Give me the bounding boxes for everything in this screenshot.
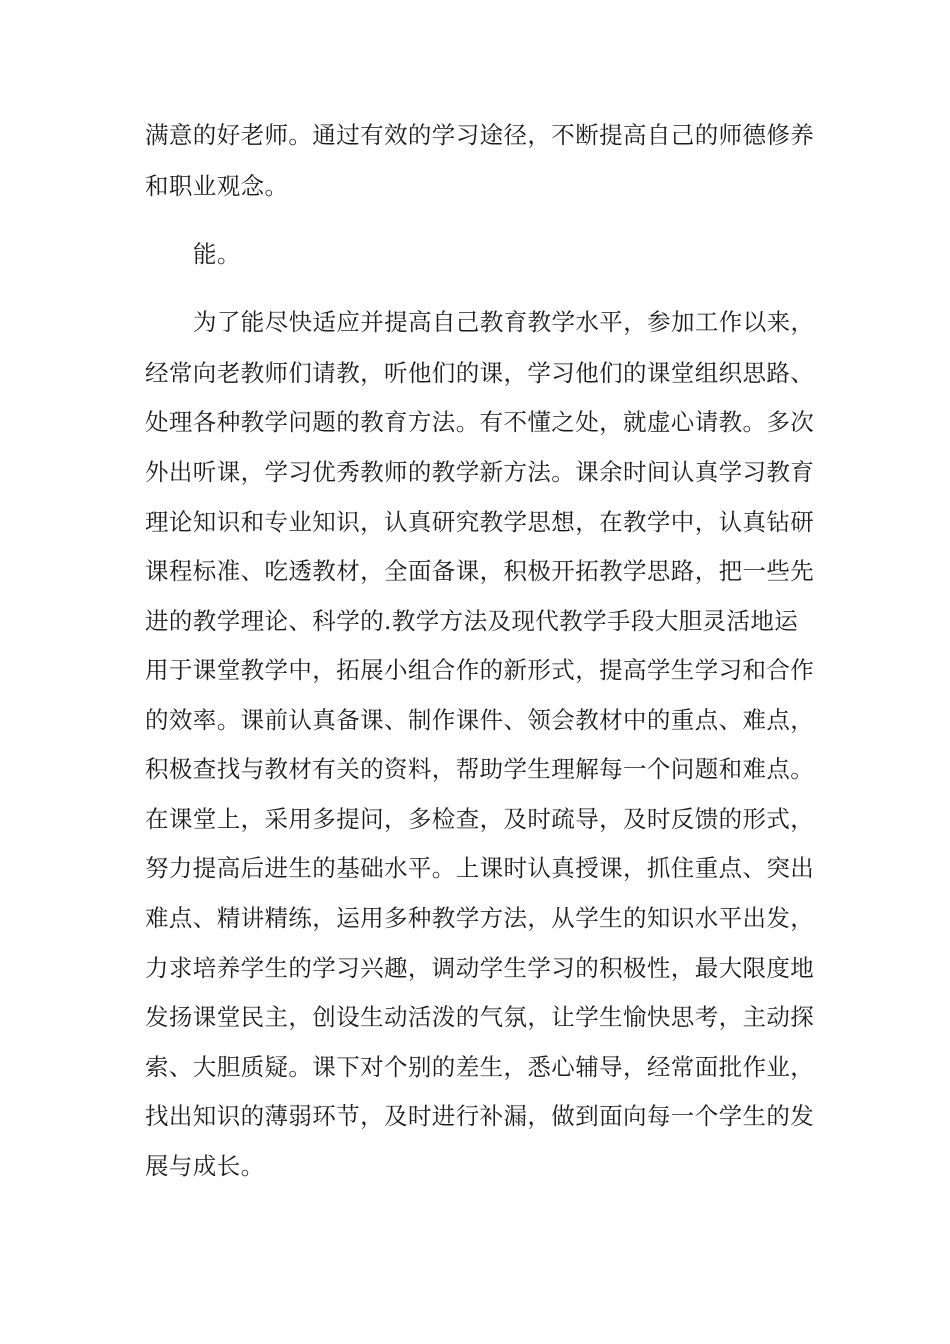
paragraph-line: 找出知识的薄弱环节，及时进行补漏，做到面向每一个学生的发	[145, 1102, 815, 1130]
paragraph-line: 为了能尽快适应并提高自己教育教学水平，参加工作以来，	[193, 308, 815, 336]
paragraph-line: 能。	[193, 240, 241, 268]
paragraph-line: 的效率。课前认真备课、制作课件、领会教材中的重点、难点，	[145, 706, 815, 734]
paragraph-line: 用于课堂教学中，拓展小组合作的新形式，提高学生学习和合作	[145, 656, 815, 684]
paragraph-line: 索、大胆质疑。课下对个别的差生，悉心辅导，经常面批作业，	[145, 1053, 815, 1081]
paragraph-line: 展与成长。	[145, 1152, 265, 1180]
paragraph-line: 外出听课，学习优秀教师的教学新方法。课余时间认真学习教育	[145, 458, 815, 486]
paragraph-line: 满意的好老师。通过有效的学习途径，不断提高自己的师德修养	[145, 121, 815, 149]
paragraph-line: 难点、精讲精练，运用多种教学方法，从学生的知识水平出发，	[145, 904, 815, 932]
paragraph-line: 在课堂上，采用多提问，多检查，及时疏导，及时反馈的形式，	[145, 805, 815, 833]
paragraph-line: 经常向老教师们请教，听他们的课，学习他们的课堂组织思路、	[145, 359, 815, 387]
paragraph-line: 进的教学理论、科学的.教学方法及现代教学手段大胆灵活地运	[145, 607, 799, 635]
paragraph-line: 理论知识和专业知识，认真研究教学思想，在教学中，认真钻研	[145, 508, 815, 536]
paragraph-line: 努力提高后进生的基础水平。上课时认真授课，抓住重点、突出	[145, 854, 815, 882]
paragraph-line: 积极查找与教材有关的资料，帮助学生理解每一个问题和难点。	[145, 755, 815, 783]
paragraph-line: 课程标准、吃透教材，全面备课，积极开拓教学思路，把一些先	[145, 557, 815, 585]
paragraph-line: 处理各种教学问题的教育方法。有不懂之处，就虚心请教。多次	[145, 408, 815, 436]
paragraph-line: 和职业观念。	[145, 172, 289, 200]
paragraph-line: 发扬课堂民主，创设生动活泼的气氛，让学生愉快思考，主动探	[145, 1003, 815, 1031]
paragraph-line: 力求培养学生的学习兴趣，调动学生学习的积极性，最大限度地	[145, 954, 815, 982]
